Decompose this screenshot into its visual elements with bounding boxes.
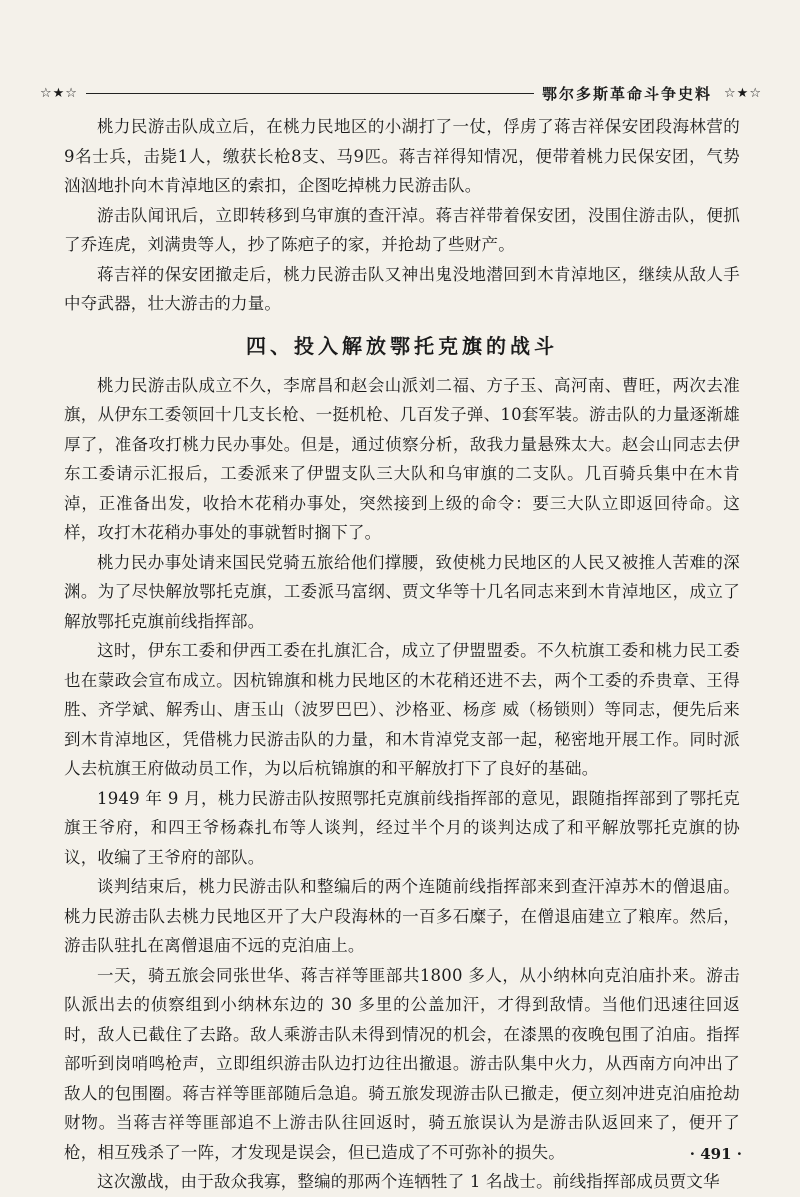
paragraph: 这次激战，由于敌众我寡，整编的那两个连牺牲了 1 名战士。前线指挥部成员贾文华 — [97, 1172, 720, 1191]
paragraph: 1949 年 9 月，桃力民游击队按照鄂托克旗前线指挥部的意见，跟随指挥部到了鄂托克旗王爷府，和四王爷杨森扎布等人谈判，经过半个月的谈判达成了和平解放鄂托克旗的协议，收编了王爷府的部队。 — [64, 788, 740, 867]
paragraph: 蒋吉祥的保安团撤走后，桃力民游击队又神出鬼没地潜回到木肯淖地区，继续从敌人手中夺武器，壮大游击的力量。 — [64, 264, 740, 313]
paragraph: 谈判结束后，桃力民游击队和整编后的两个连随前线指挥部来到查汗淖苏木的僧退庙。桃力民游击队去桃力民地区开了大户段海林的一百多石糜子，在僧退庙建立了粮库。然后，游击队驻扎在离僧退庙不远的克泊庙上。 — [64, 877, 740, 955]
running-title: 鄂尔多斯革命斗争史料 — [542, 84, 713, 103]
paragraph: 这时，伊东工委和伊西工委在扎旗汇合，成立了伊盟盟委。不久杭旗工委和桃力民工委也在蒙政会宣布成立。因杭锦旗和桃力民地区的木花稍还进不去，两个工委的乔贵章、王得 胜、齐学斌、解秀山、唐玉山（波罗巴巴）、沙格亚、杨彦 威（杨锁则）等同志，便先后来到木肯淖地区，凭借桃力民游击队的力量，和木肯淖党支部一起，秘密地开展工作。同时派人去杭旗王府做动员工作，为以后杭锦旗的和平解放打下了良好的基础。 — [64, 641, 740, 778]
paragraph: 桃力民办事处请来国民党骑五旅给他们撑腰，致使桃力民地区的人民又被推人苦难的深渊。为了尽快解放鄂托克旗，工委派马富纲、贾文华等十几名同志来到木肯淖地区，成立了解放鄂托克旗前线指挥部。 — [64, 552, 740, 631]
page-number: · 491 · — [689, 1145, 742, 1163]
header-rule — [86, 93, 534, 94]
paragraph: 桃力民游击队成立后，在桃力民地区的小湖打了一仗，俘虏了蒋吉祥保安团段海林营的9名士兵，击毙1人，缴获长枪8支、马9匹。蒋吉祥得知情况，便带着桃力民保安团，气势汹汹地扑向木肯淖地区的索扣，企图吃掉桃力民游击队。 — [64, 117, 740, 195]
header-right-stars: ☆★☆ — [724, 85, 762, 101]
header-left-stars: ☆★☆ — [40, 85, 78, 101]
page-body — [64, 112, 740, 1197]
paragraph: 桃力民游击队成立不久，李席昌和赵会山派刘二福、方子玉、高河南、曹旺，两次去准旗，从伊东工委领回十几支长枪、一挺机枪、几百发子弹、10套军装。游击队的力量逐渐雄厚了，准备攻打桃力民办事处。但是，通过侦察分析，敌我力量悬殊太大。赵会山同志去伊东工委请示汇报后，工委派来了伊盟支队三大队和乌审旗的二支队。几百骑兵集中在木肯淖，正准备出发，收拾木花稍办事处，突然接到上级的命令：要三大队立即返回待命。这样，攻打木花稍办事处的事就暂时搁下了。 — [64, 375, 740, 542]
paragraph: 一天，骑五旅会同张世华、蒋吉祥等匪部共1800 多人，从小纳林向克泊庙扑来。游击队派出去的侦察组到小纳林东边的 30 多里的公盖加汗，才得到敌情。当他们迅速往回返时，敌人已截住了去路。敌人乘游击队未得到情况的机会，在漆黑的夜晚包围了泊庙。指挥部听到岗哨鸣枪声，立即组织游击队边打边往出撤退。游击队集中火力，从西南方向冲出了敌人的包围圈。蒋吉祥等匪部随后急追。骑五旅发现游击队已撤走，便立刻冲进克泊庙抢劫财物。当蒋吉祥等匪部追不上游击队往回返时，骑五旅误认为是游击队返回来了，便开了枪，相互残杀了一阵，才发现是误会，但已造成了不可弥补的损失。 — [64, 965, 740, 1162]
running-header — [40, 82, 762, 104]
paragraph: 游击队闻讯后，立即转移到乌审旗的查汗淖。蒋吉祥带着保安团，没围住游击队，便抓了乔连虎，刘满贵等人，抄了陈疤子的家，并抢劫了些财产。 — [64, 205, 740, 254]
section-title: 四、投入解放鄂托克旗的战斗 — [246, 333, 558, 358]
